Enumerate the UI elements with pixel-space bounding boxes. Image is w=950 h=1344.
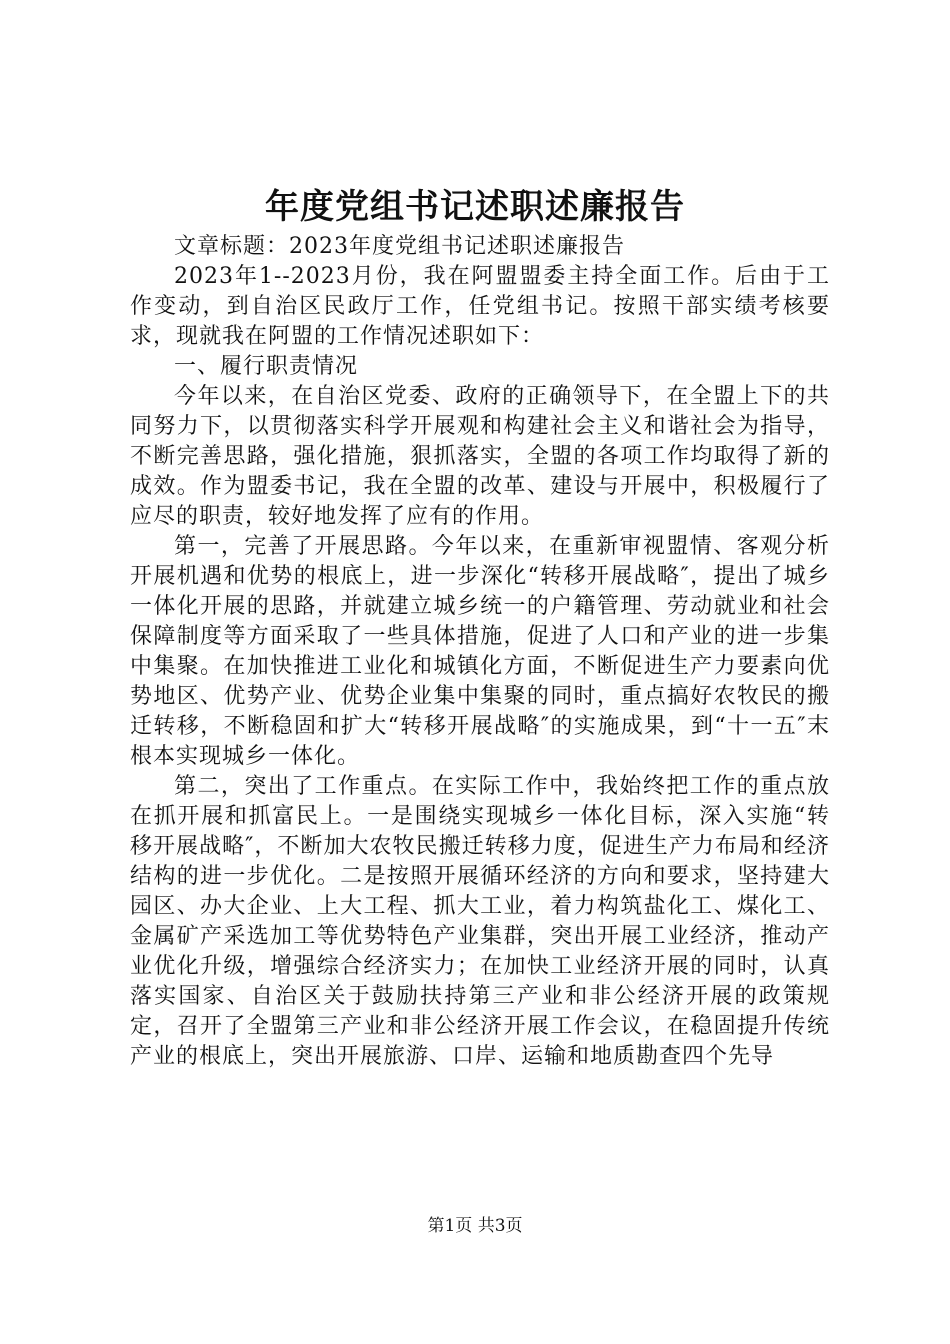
article-title-line: 文章标题：2023年度党组书记述职述廉报告 [174, 234, 625, 259]
body-paragraph: 第二，突出了工作重点。在实际工作中，我始终把工作的重点放在抓开展和抓富民上。一是围绕实现城乡一体化目标，深入实施“转移开展战略″，不断加大农牧民搬迁转移力度，促进生产力布局和经济结构的进一步优化。二是按照开展循环经济的方向和要求，坚持建大园区、办大企业、上大工程、抓大工业，着力构筑盐化工、煤化工、金属矿产采选加工等优势特色产业集群，突出开展工业经济，推动产业优化升级，增强综合经济实力；在加快工业经济开展的同时，认真落实国家、自治区关于鼓励扶持第三产业和非公经济开展的政策规定，召开了全盟第三产业和非公经济开展工作会议，在稳固提升传统产业的根底上，突出开展旅游、口岸、运输和地质勘查四个先导 [130, 774, 830, 1069]
body-paragraph: 今年以来，在自治区党委、政府的正确领导下，在全盟上下的共同努力下，以贯彻落实科学开展观和构建社会主义和谐社会为指导，不断完善思路，强化措施，狠抓落实，全盟的各项工作均取得了新的成效。作为盟委书记，我在全盟的改革、建设与开展中，积极履行了应尽的职责，较好地发挥了应有的作用。 [130, 384, 830, 529]
document-title: 年度党组书记述职述廉报告 [265, 187, 685, 227]
page-number-footer: 第1页 共3页 [427, 1216, 523, 1236]
section-heading: 一、履行职责情况 [174, 354, 359, 379]
document-body [130, 232, 830, 1072]
body-paragraph: 第一，完善了开展思路。今年以来，在重新审视盟情、客观分析开展机遇和优势的根底上，进一步深化“转移开展战略″，提出了城乡一体化开展的思路，并就建立城乡统一的户籍管理、劳动就业和社会保障制度等方面采取了一些具体措施，促进了人口和产业的进一步集中集聚。在加快推进工业化和城镇化方面，不断促进生产力要素向优势地区、优势产业、优势企业集中集聚的同时，重点搞好农牧民的搬迁转移，不断稳固和扩大“转移开展战略″的实施成果，到“十一五″末根本实现城乡一体化。 [130, 534, 830, 769]
intro-paragraph: 2023年1--2023月份，我在阿盟盟委主持全面工作。后由于工作变动，到自治区民政厅工作，任党组书记。按照干部实绩考核要求，现就我在阿盟的工作情况述职如下： [130, 264, 830, 349]
